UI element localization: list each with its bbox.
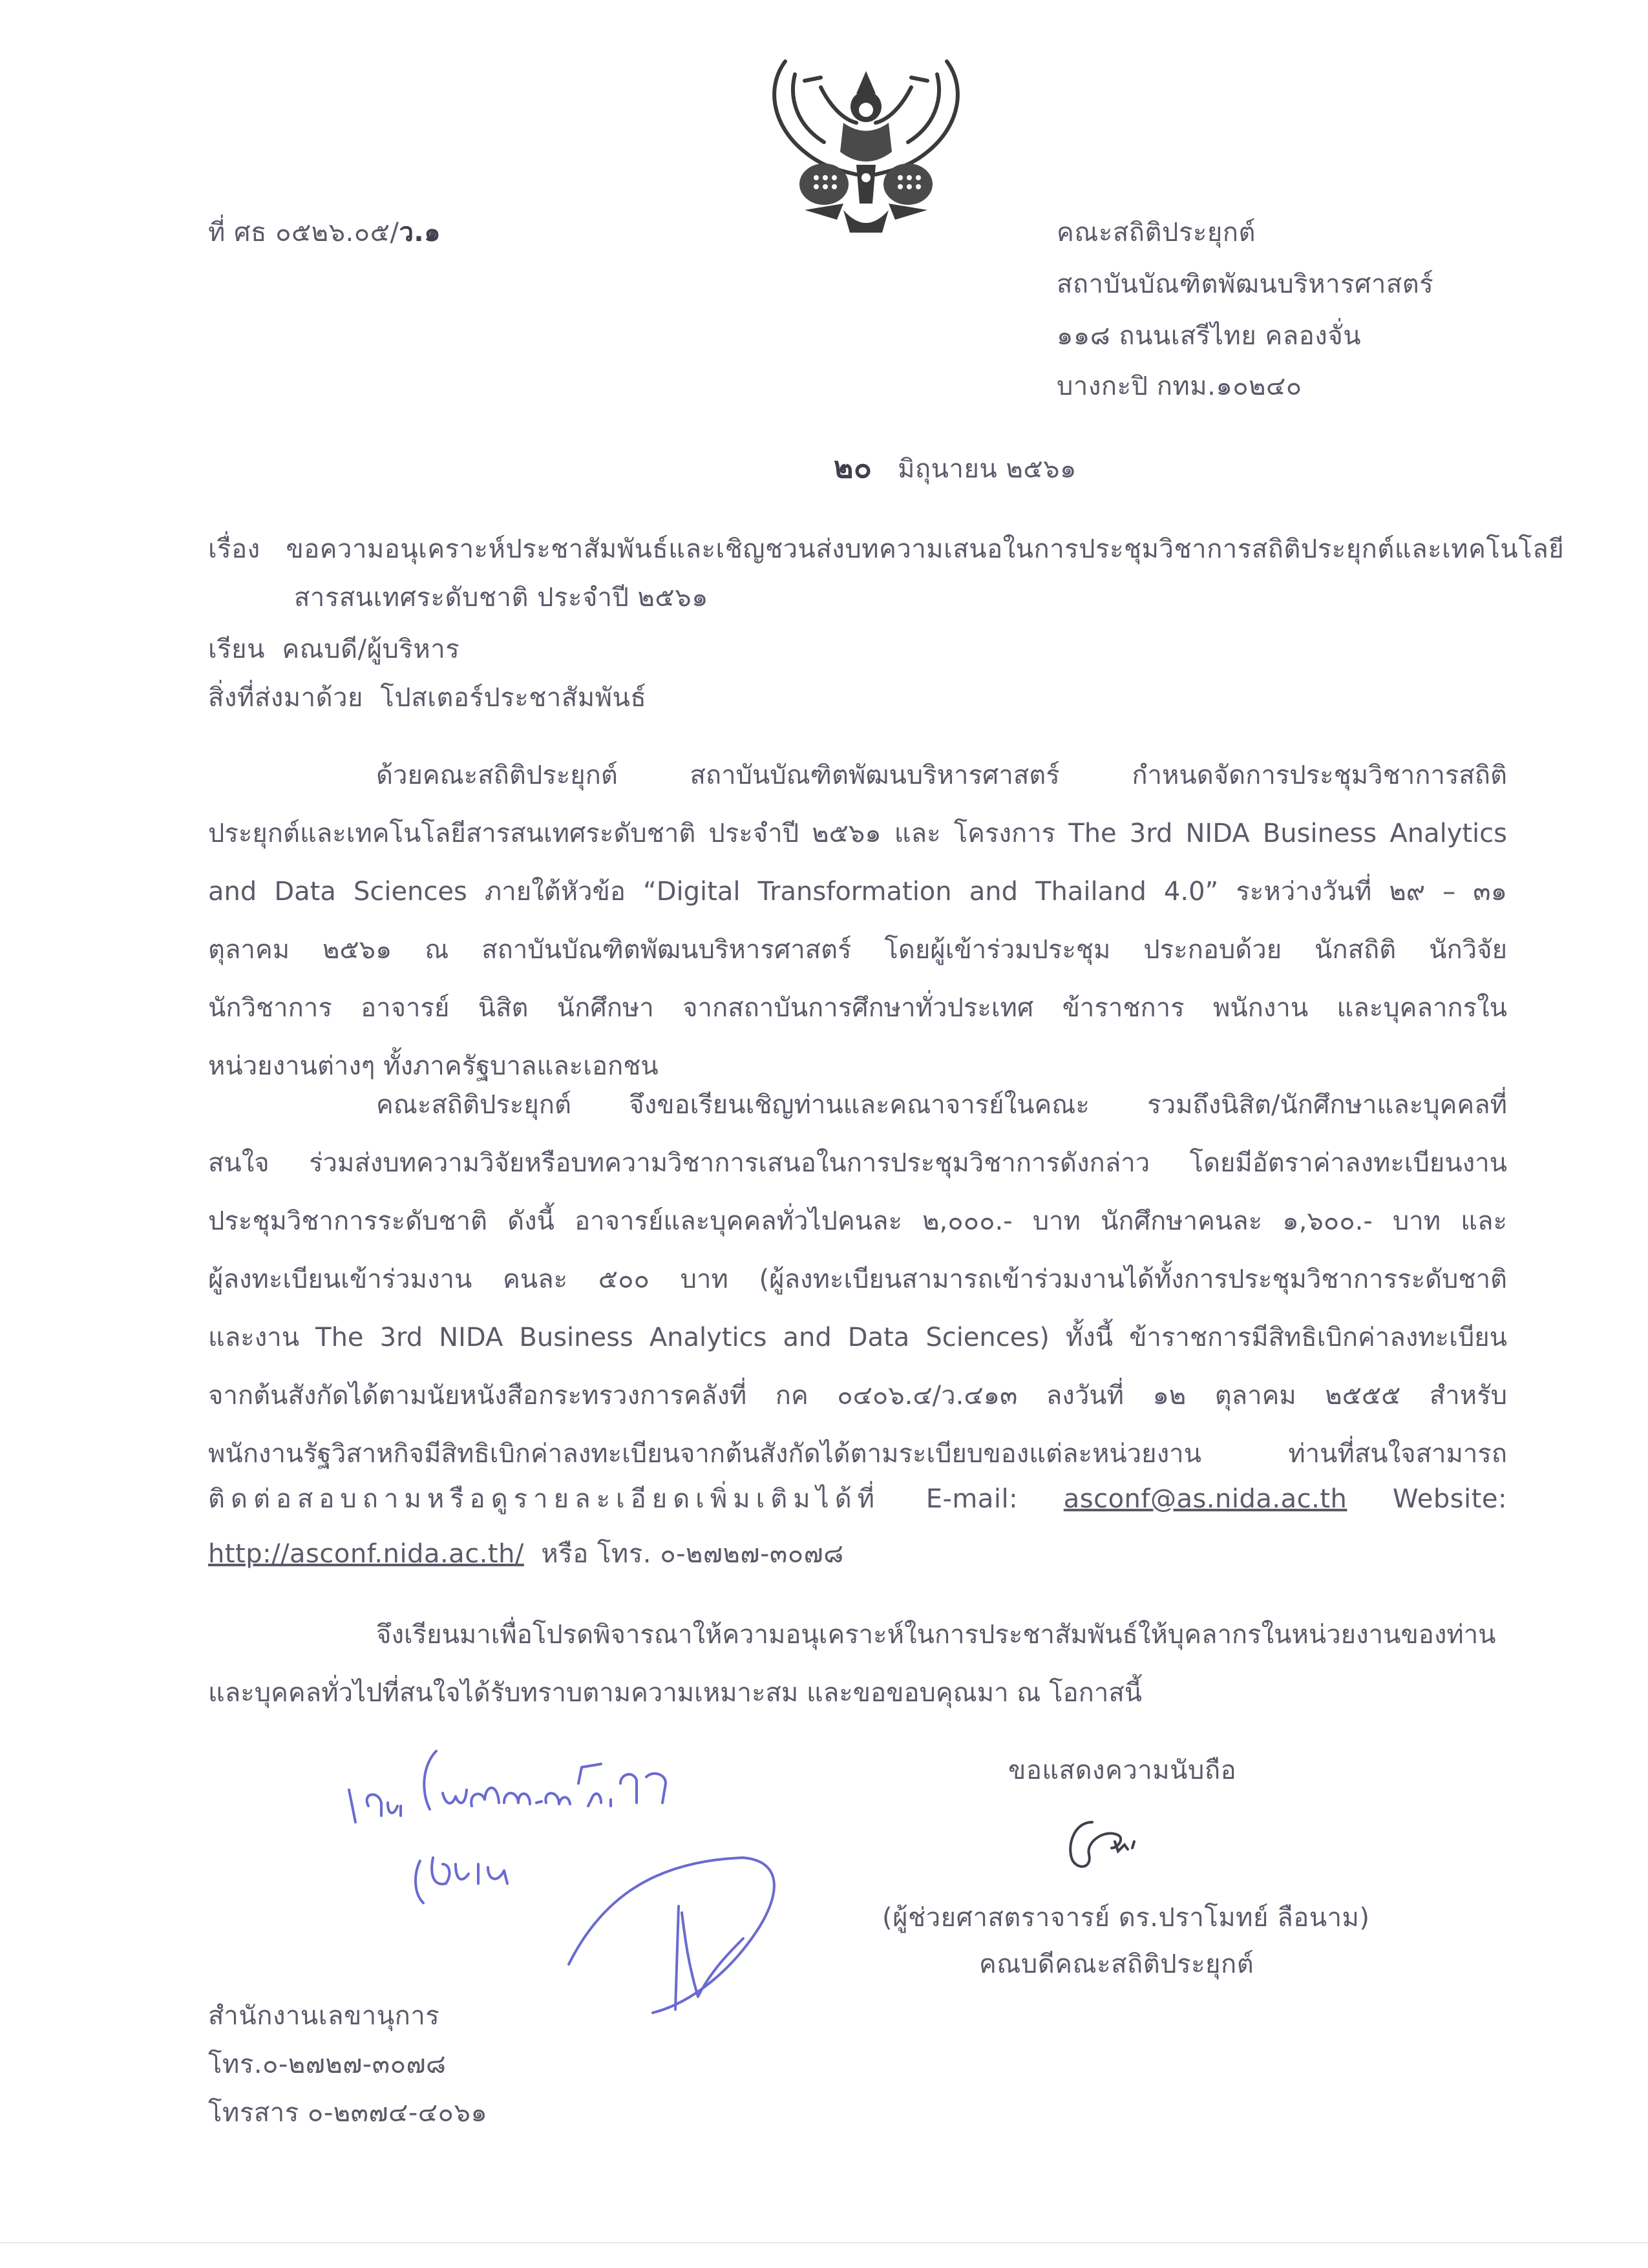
recipient-line — [208, 636, 460, 662]
letter-date — [834, 450, 1077, 485]
paragraph-2-line: สนใจ ร่วมส่งบทความวิจัยหรือบทความวิชาการเสนอในการประชุมวิชาการดังกล่าว โดยมีอัตราค่าลงทะเบียนงาน — [208, 1148, 1507, 1178]
contact-line-2 — [208, 1541, 844, 1567]
sender-address-line-4: บางกะปิ กทม.๑๐๒๔๐ — [1057, 372, 1302, 401]
reference-handwritten-number: ว.๑ — [399, 218, 441, 247]
footer-office: สำนักงานเลขานุการ — [208, 2001, 440, 2031]
garuda-emblem-icon — [759, 48, 973, 236]
contact-line — [208, 1486, 1507, 1512]
paragraph-2-line: คณะสถิติประยุกต์ จึงขอเรียนเชิญท่านและคณาจารย์ในคณะ รวมถึงนิสิต/นักศึกษาและบุคคลที่ — [376, 1090, 1507, 1120]
paragraph-2-line: จากต้นสังกัดได้ตามนัยหนังสือกระทรวงการคลังที่ กค ๐๔๐๖.๔/ว.๔๑๓ ลงวันที่ ๑๒ ตุลาคม ๒๕๕๕ สำหรับ — [208, 1381, 1507, 1411]
scan-edge-divider — [0, 2242, 1648, 2243]
reference-label: ที่ — [208, 218, 226, 247]
paragraph-2-line: พนักงานรัฐวิสาหกิจมีสิทธิเบิกค่าลงทะเบียนจากต้นสังกัดได้ตามระเบียบของแต่ละหน่วยงาน ท่านที่สนใจสามารถ — [208, 1439, 1507, 1469]
reference-printed: ศธ ๐๕๒๖.๐๕/ — [234, 218, 399, 247]
paragraph-1-line: ด้วยคณะสถิติประยุกต์ สถาบันบัณฑิตพัฒนบริหารศาสตร์ กำหนดจัดการประชุมวิชาการสถิติ — [376, 761, 1507, 790]
paragraph-1-line: ตุลาคม ๒๕๖๑ ณ สถาบันบัณฑิตพัฒนบริหารศาสตร์ โดยผู้เข้าร่วมประชุม ประกอบด้วย นักสถิติ นักวิจัย — [208, 935, 1507, 965]
paragraph-1 — [208, 762, 1507, 1111]
sender-address-line-2: สถาบันบัณฑิตพัฒนบริหารศาสตร์ — [1057, 269, 1434, 299]
phone-number: ๐-๒๗๒๗-๓๐๗๘ — [660, 1539, 844, 1569]
website-link[interactable]: http://asconf.nida.ac.th/ — [208, 1539, 524, 1569]
contact-prefix: ติดต่อสอบถามหรือดูรายละเอียดเพิ่มเติมได้ที่ — [208, 1484, 881, 1514]
sender-address-line-1: คณะสถิติประยุกต์ — [1057, 218, 1256, 247]
subject-label: เรื่อง — [208, 534, 260, 564]
paragraph-2 — [208, 1092, 1507, 1499]
paragraph-3-line: และบุคคลทั่วไปที่สนใจได้รับทราบตามความเหมาะสม และขอขอบคุณมา ณ โอกาสนี้ — [208, 1678, 1143, 1708]
paragraph-2-line: ผู้ลงทะเบียนเข้าร่วมงาน คนละ ๕๐๐ บาท (ผู้ลงทะเบียนสามารถเข้าร่วมงานได้ทั้งการประชุมวิชาการระดับชาติ — [208, 1265, 1507, 1294]
recipient-value: คณบดี/ผู้บริหาร — [282, 635, 460, 664]
website-label: Website: — [1393, 1484, 1507, 1514]
paragraph-2-line: ประชุมวิชาการระดับชาติ ดังนี้ อาจารย์และบุคคลทั่วไปคนละ ๒,๐๐๐.- บาท นักศึกษาคนละ ๑,๖๐๐.- บาท และ — [208, 1206, 1507, 1236]
enclosure-value: โปสเตอร์ประชาสัมพันธ์ — [380, 683, 647, 713]
enclosure-label: สิ่งที่ส่งมาด้วย — [208, 683, 363, 713]
enclosure-line — [208, 685, 646, 711]
date-day-handwritten: ๒๐ — [834, 450, 872, 485]
closing-salutation: ขอแสดงความนับถือ — [1008, 1756, 1237, 1785]
paragraph-1-line: and Data Sciences ภายใต้หัวข้อ “Digital Transformation and Thailand 4.0” ระหว่างวันที่ ๒๙ – ๓๑ — [208, 877, 1507, 907]
paragraph-1-line: หน่วยงานต่างๆ ทั้งภาครัฐบาลและเอกชน — [208, 1051, 659, 1081]
footer-tel: โทร.๐-๒๗๒๗-๓๐๗๘ — [208, 2050, 447, 2079]
reference-number — [208, 220, 441, 246]
signer-name: (ผู้ช่วยศาสตราจารย์ ดร.ปราโมทย์ ลือนาม) — [882, 1903, 1370, 1933]
email-label: E-mail: — [925, 1484, 1019, 1514]
recipient-label: เรียน — [208, 635, 265, 664]
paragraph-3 — [208, 1622, 1507, 1738]
paragraph-1-line: นักวิชาการ อาจารย์ นิสิต นักศึกษา จากสถาบันการศึกษาทั่วประเทศ ข้าราชการ พนักงาน และบุคลากรใน — [208, 993, 1507, 1023]
paragraph-3-line: จึงเรียนมาเพื่อโปรดพิจารณาให้ความอนุเคราะห์ในการประชาสัมพันธ์ให้บุคลากรในหน่วยงานของท่าน — [376, 1620, 1496, 1650]
subject-text-1: ขอความอนุเคราะห์ประชาสัมพันธ์และเชิญชวนส่งบทความเสนอในการประชุมวิชาการสถิติประยุกต์และเทคโนโลยี — [286, 534, 1565, 564]
paragraph-2-line: และงาน The 3rd NIDA Business Analytics and Data Sciences) ทั้งนี้ ข้าราชการมีสิทธิเบิกค่าลงทะเบียน — [208, 1323, 1507, 1352]
paragraph-1-line: ประยุกต์และเทคโนโลยีสารสนเทศระดับชาติ ประจำปี ๒๕๖๑ และ โครงการ The 3rd NIDA Business Analytics — [208, 819, 1507, 848]
handwritten-annotation-icon — [317, 1745, 898, 2016]
subject-line-1 — [208, 536, 1564, 562]
signer-title: คณบดีคณะสถิติประยุกต์ — [979, 1949, 1254, 1979]
signer-signature-icon — [1053, 1809, 1157, 1887]
footer-fax: โทรสาร ๐-๒๓๗๔-๔๐๖๑ — [208, 2098, 488, 2128]
date-month-year: มิถุนายน ๒๕๖๑ — [898, 454, 1077, 484]
subject-line-2: สารสนเทศระดับชาติ ประจำปี ๒๕๖๑ — [294, 583, 708, 613]
email-link[interactable]: asconf@as.nida.ac.th — [1063, 1484, 1347, 1514]
phone-prefix: หรือ โทร. — [541, 1539, 651, 1569]
sender-address-line-3: ๑๑๘ ถนนเสรีไทย คลองจั่น — [1057, 321, 1362, 351]
